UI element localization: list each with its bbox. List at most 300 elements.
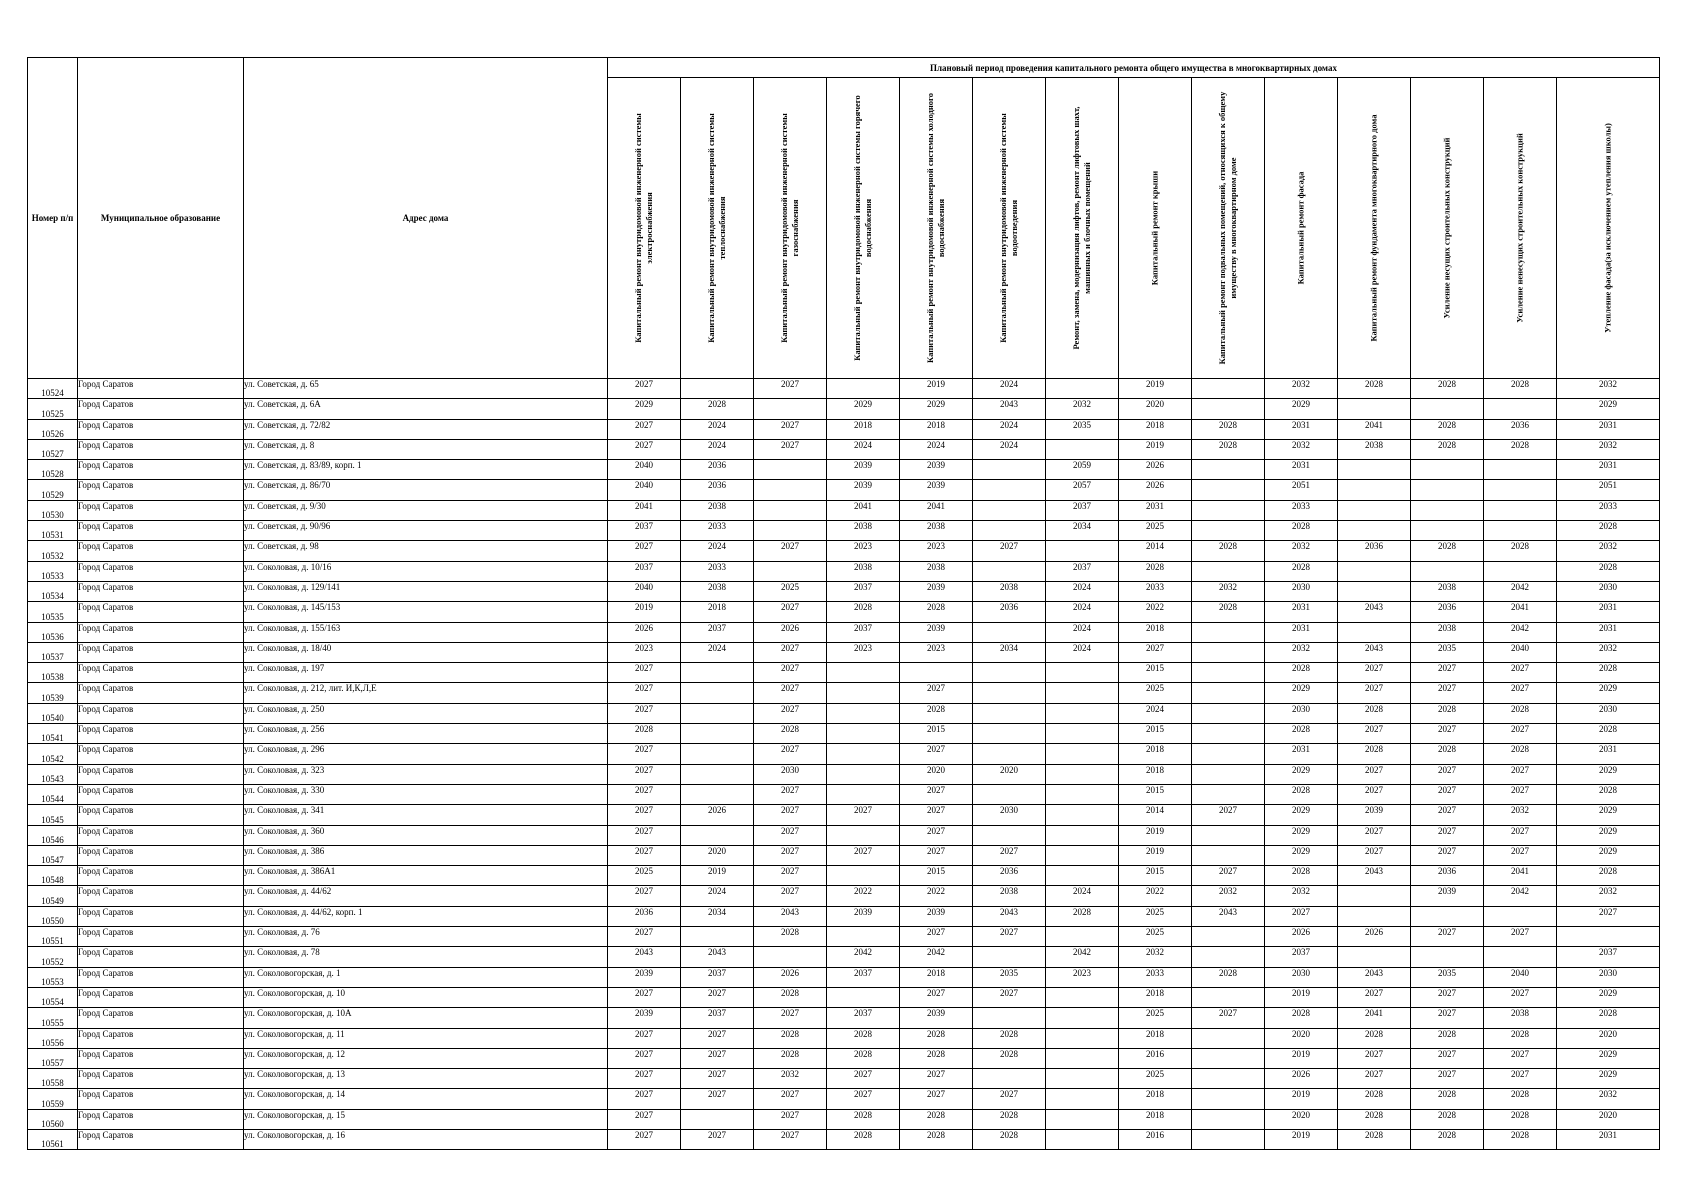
year-cell (1338, 561, 1411, 581)
year-cell: 2018 (1119, 622, 1192, 642)
header-address (244, 58, 608, 379)
year-cell (1192, 1089, 1265, 1109)
table-row (28, 987, 1660, 1007)
table-row (28, 866, 1660, 886)
year-cell: 2038 (1484, 1008, 1557, 1028)
address-cell: ул. Соколовая, д. 386 (244, 845, 608, 865)
year-cell: 2027 (754, 663, 827, 683)
year-cell: 2031 (1265, 744, 1338, 764)
year-cell: 2027 (608, 703, 681, 723)
year-cell: 2028 (1338, 1109, 1411, 1129)
year-cell: 2028 (1411, 1028, 1484, 1048)
year-cell: 2041 (1484, 866, 1557, 886)
year-cell: 2027 (1411, 724, 1484, 744)
year-cell: 2027 (608, 1028, 681, 1048)
municipality-cell: Город Саратов (78, 906, 244, 926)
year-cell: 2029 (1557, 1069, 1660, 1089)
year-cell: 2028 (1265, 724, 1338, 744)
year-cell: 2029 (1265, 845, 1338, 865)
year-cell: 2034 (1046, 521, 1119, 541)
year-cell (1046, 1089, 1119, 1109)
year-cell (827, 784, 900, 804)
year-cell: 2042 (1484, 622, 1557, 642)
year-cell: 2018 (1119, 1109, 1192, 1129)
year-cell: 2029 (1265, 825, 1338, 845)
year-cell: 2028 (900, 1028, 973, 1048)
year-cell: 2035 (1411, 967, 1484, 987)
year-cell: 2032 (1192, 886, 1265, 906)
year-cell: 2040 (1484, 642, 1557, 662)
year-cell: 2018 (1119, 764, 1192, 784)
year-cell: 2037 (827, 622, 900, 642)
year-cell (754, 480, 827, 500)
year-cell: 2028 (1411, 439, 1484, 459)
year-cell (1484, 906, 1557, 926)
row-number-cell: 10532 (28, 541, 78, 561)
year-cell: 2027 (754, 784, 827, 804)
year-cell: 2036 (681, 460, 754, 480)
year-cell: 2032 (754, 1069, 827, 1089)
header-period-group-text: Плановый период проведения капитального ремонта общего имущества в многоквартирных домах (930, 62, 1337, 73)
year-cell: 2028 (1192, 419, 1265, 439)
year-cell: 2029 (1557, 764, 1660, 784)
year-cell: 2016 (1119, 1048, 1192, 1068)
municipality-cell: Город Саратов (78, 561, 244, 581)
table-row (28, 845, 1660, 865)
year-cell (1338, 906, 1411, 926)
year-cell: 2033 (681, 521, 754, 541)
year-cell: 2019 (1265, 1048, 1338, 1068)
year-cell: 2028 (1338, 1028, 1411, 1048)
row-number-cell: 10560 (28, 1109, 78, 1129)
year-cell: 2038 (681, 581, 754, 601)
year-cell: 2033 (1557, 500, 1660, 520)
year-cell: 2038 (900, 521, 973, 541)
year-cell: 2043 (681, 947, 754, 967)
year-cell: 2041 (608, 500, 681, 520)
header-column-11 (1338, 78, 1411, 379)
year-cell: 2025 (608, 866, 681, 886)
year-cell: 2043 (973, 399, 1046, 419)
year-cell: 2025 (1119, 1008, 1192, 1028)
year-cell: 2027 (608, 419, 681, 439)
year-cell (1484, 947, 1557, 967)
municipality-cell: Город Саратов (78, 1109, 244, 1129)
year-cell: 2032 (1557, 1089, 1660, 1109)
table-row (28, 500, 1660, 520)
municipality-cell: Город Саратов (78, 724, 244, 744)
year-cell: 2031 (1265, 460, 1338, 480)
year-cell: 2027 (754, 825, 827, 845)
year-cell: 2023 (827, 642, 900, 662)
year-cell: 2027 (754, 1008, 827, 1028)
year-cell (1192, 724, 1265, 744)
year-cell: 2027 (608, 987, 681, 1007)
year-cell: 2043 (754, 906, 827, 926)
year-cell: 2018 (1119, 419, 1192, 439)
table-row (28, 1069, 1660, 1089)
capital-repair-table-page (27, 57, 1660, 1150)
table-row (28, 419, 1660, 439)
year-cell: 2035 (1411, 642, 1484, 662)
municipality-cell: Город Саратов (78, 1129, 244, 1149)
year-cell: 2028 (827, 1129, 900, 1149)
year-cell: 2027 (1338, 764, 1411, 784)
year-cell: 2027 (1411, 927, 1484, 947)
year-cell: 2019 (1119, 825, 1192, 845)
year-cell: 2024 (827, 439, 900, 459)
year-cell: 2028 (754, 987, 827, 1007)
address-cell: ул. Соколовая, д. 155/163 (244, 622, 608, 642)
year-cell (754, 947, 827, 967)
row-number-cell: 10537 (28, 642, 78, 662)
year-cell: 2031 (1119, 500, 1192, 520)
row-number-cell: 10559 (28, 1089, 78, 1109)
year-cell: 2038 (681, 500, 754, 520)
year-cell: 2029 (1557, 683, 1660, 703)
year-cell: 2037 (608, 561, 681, 581)
table-row (28, 602, 1660, 622)
year-cell: 2043 (1338, 602, 1411, 622)
municipality-cell: Город Саратов (78, 1008, 244, 1028)
year-cell: 2022 (1119, 602, 1192, 622)
year-cell (1338, 886, 1411, 906)
year-cell: 2042 (900, 947, 973, 967)
year-cell (1484, 561, 1557, 581)
table-row (28, 1028, 1660, 1048)
header-period-group (608, 58, 1660, 78)
address-cell: ул. Советская, д. 90/96 (244, 521, 608, 541)
year-cell: 2027 (1411, 1069, 1484, 1089)
row-number-cell: 10551 (28, 927, 78, 947)
year-cell: 2022 (900, 886, 973, 906)
address-cell: ул. Соколовогорская, д. 16 (244, 1129, 608, 1149)
address-cell: ул. Соколовая, д. 76 (244, 927, 608, 947)
year-cell: 2029 (1557, 825, 1660, 845)
row-number-cell: 10528 (28, 460, 78, 480)
year-cell: 2039 (608, 967, 681, 987)
year-cell: 2024 (681, 419, 754, 439)
municipality-cell: Город Саратов (78, 1069, 244, 1089)
year-cell (1192, 1028, 1265, 1048)
table-row (28, 622, 1660, 642)
year-cell: 2015 (1119, 784, 1192, 804)
year-cell: 2039 (900, 480, 973, 500)
year-cell: 2033 (681, 561, 754, 581)
header-column-label: Капитальный ремонт фундамента многоквартирного дома (1368, 114, 1379, 342)
year-cell (1484, 500, 1557, 520)
year-cell: 2037 (681, 967, 754, 987)
municipality-cell: Город Саратов (78, 379, 244, 399)
year-cell: 2034 (681, 906, 754, 926)
address-cell: ул. Соколовая, д. 323 (244, 764, 608, 784)
year-cell: 2027 (1411, 987, 1484, 1007)
year-cell: 2027 (681, 1069, 754, 1089)
header-address-text: Адрес дома (402, 213, 449, 223)
year-cell (1046, 663, 1119, 683)
year-cell: 2027 (1119, 642, 1192, 662)
year-cell: 2028 (1192, 439, 1265, 459)
year-cell: 2030 (1265, 581, 1338, 601)
address-cell: ул. Советская, д. 8 (244, 439, 608, 459)
header-column-label: Капитальный ремонт крыши (1149, 170, 1160, 286)
year-cell: 2028 (1557, 866, 1660, 886)
year-cell: 2028 (1411, 419, 1484, 439)
year-cell (973, 683, 1046, 703)
year-cell (1046, 1008, 1119, 1028)
year-cell: 2028 (1338, 744, 1411, 764)
year-cell: 2024 (1119, 703, 1192, 723)
year-cell: 2024 (973, 439, 1046, 459)
header-group-row (28, 58, 1660, 78)
year-cell (973, 1008, 1046, 1028)
year-cell: 2027 (1192, 805, 1265, 825)
year-cell: 2028 (1557, 663, 1660, 683)
year-cell: 2037 (1557, 947, 1660, 967)
year-cell: 2034 (973, 642, 1046, 662)
year-cell: 2024 (681, 642, 754, 662)
year-cell: 2037 (1046, 500, 1119, 520)
header-number-text: Номер п/п (31, 213, 74, 223)
year-cell: 2026 (1119, 480, 1192, 500)
table-row (28, 947, 1660, 967)
year-cell (1192, 561, 1265, 581)
year-cell: 2020 (973, 764, 1046, 784)
table-row (28, 724, 1660, 744)
year-cell (1411, 399, 1484, 419)
year-cell (827, 764, 900, 784)
address-cell: ул. Советская, д. 6А (244, 399, 608, 419)
year-cell: 2030 (1557, 967, 1660, 987)
year-cell: 2051 (1265, 480, 1338, 500)
year-cell: 2027 (973, 541, 1046, 561)
header-column-label: Капитальный ремонт внутридомовой инженерной системы водоотведения (998, 113, 1019, 343)
year-cell: 2027 (608, 1069, 681, 1089)
year-cell (1338, 622, 1411, 642)
header-column-label: Капитальный ремонт фасада (1295, 171, 1306, 285)
row-number-cell: 10553 (28, 967, 78, 987)
table-body (28, 379, 1660, 1150)
row-number-cell: 10547 (28, 845, 78, 865)
year-cell: 2043 (973, 906, 1046, 926)
year-cell (1046, 683, 1119, 703)
year-cell: 2027 (973, 1089, 1046, 1109)
year-cell: 2027 (754, 845, 827, 865)
year-cell: 2031 (1265, 419, 1338, 439)
year-cell: 2028 (1484, 1028, 1557, 1048)
year-cell (1192, 927, 1265, 947)
year-cell: 2038 (827, 521, 900, 541)
year-cell: 2039 (1411, 886, 1484, 906)
row-number-cell: 10549 (28, 886, 78, 906)
year-cell (973, 480, 1046, 500)
year-cell (1046, 784, 1119, 804)
year-cell: 2040 (608, 460, 681, 480)
address-cell: ул. Соколовогорская, д. 10А (244, 1008, 608, 1028)
year-cell: 2027 (1338, 845, 1411, 865)
year-cell: 2041 (1484, 602, 1557, 622)
table-row (28, 460, 1660, 480)
year-cell: 2029 (1265, 805, 1338, 825)
year-cell: 2027 (608, 541, 681, 561)
table-row (28, 642, 1660, 662)
table-row (28, 886, 1660, 906)
year-cell: 2027 (754, 419, 827, 439)
year-cell (681, 663, 754, 683)
year-cell (1484, 460, 1557, 480)
year-cell: 2020 (1557, 1109, 1660, 1129)
table-row (28, 906, 1660, 926)
year-cell: 2039 (827, 460, 900, 480)
year-cell (973, 561, 1046, 581)
year-cell: 2030 (973, 805, 1046, 825)
year-cell: 2032 (1265, 541, 1338, 561)
year-cell: 2028 (1484, 703, 1557, 723)
row-number-cell: 10538 (28, 663, 78, 683)
municipality-cell: Город Саратов (78, 460, 244, 480)
year-cell (973, 521, 1046, 541)
year-cell: 2028 (1411, 744, 1484, 764)
table-row (28, 1089, 1660, 1109)
year-cell: 2019 (1265, 1089, 1338, 1109)
table-row (28, 541, 1660, 561)
year-cell: 2032 (1192, 581, 1265, 601)
municipality-cell: Город Саратов (78, 764, 244, 784)
year-cell: 2026 (1265, 927, 1338, 947)
year-cell (1046, 927, 1119, 947)
year-cell: 2027 (754, 602, 827, 622)
year-cell: 2038 (1411, 581, 1484, 601)
row-number-cell: 10556 (28, 1028, 78, 1048)
year-cell (1046, 1069, 1119, 1089)
table-row (28, 703, 1660, 723)
year-cell (1338, 500, 1411, 520)
year-cell (1192, 845, 1265, 865)
year-cell: 2041 (827, 500, 900, 520)
year-cell (973, 622, 1046, 642)
year-cell: 2028 (1411, 1109, 1484, 1129)
year-cell: 2027 (973, 845, 1046, 865)
year-cell: 2027 (754, 866, 827, 886)
year-cell: 2027 (1484, 1048, 1557, 1068)
year-cell: 2027 (1557, 906, 1660, 926)
year-cell: 2036 (973, 602, 1046, 622)
year-cell: 2027 (1411, 845, 1484, 865)
year-cell: 2037 (681, 1008, 754, 1028)
year-cell: 2029 (1265, 683, 1338, 703)
row-number-cell: 10529 (28, 480, 78, 500)
year-cell: 2039 (827, 906, 900, 926)
year-cell: 2027 (1192, 1008, 1265, 1028)
year-cell: 2036 (973, 866, 1046, 886)
year-cell (754, 500, 827, 520)
header-column-13 (1484, 78, 1557, 379)
year-cell: 2027 (754, 703, 827, 723)
row-number-cell: 10534 (28, 581, 78, 601)
year-cell: 2033 (1119, 581, 1192, 601)
address-cell: ул. Соколовая, д. 44/62 (244, 886, 608, 906)
year-cell: 2028 (1484, 379, 1557, 399)
year-cell: 2027 (754, 1129, 827, 1149)
address-cell: ул. Соколовая, д. 78 (244, 947, 608, 967)
table-row (28, 1048, 1660, 1068)
address-cell: ул. Советская, д. 9/30 (244, 500, 608, 520)
year-cell (1046, 764, 1119, 784)
year-cell: 2037 (681, 622, 754, 642)
year-cell: 2018 (827, 419, 900, 439)
year-cell: 2014 (1119, 541, 1192, 561)
row-number-cell: 10539 (28, 683, 78, 703)
year-cell: 2026 (1265, 1069, 1338, 1089)
year-cell: 2019 (1265, 987, 1338, 1007)
year-cell: 2027 (681, 1028, 754, 1048)
year-cell: 2027 (827, 1069, 900, 1089)
year-cell (827, 703, 900, 723)
year-cell: 2027 (1411, 825, 1484, 845)
year-cell: 2027 (900, 683, 973, 703)
year-cell: 2027 (1411, 805, 1484, 825)
year-cell (973, 744, 1046, 764)
year-cell: 2038 (827, 561, 900, 581)
municipality-cell: Город Саратов (78, 947, 244, 967)
year-cell: 2028 (900, 703, 973, 723)
year-cell: 2027 (1411, 663, 1484, 683)
year-cell (681, 703, 754, 723)
year-cell: 2027 (681, 1089, 754, 1109)
year-cell: 2027 (608, 379, 681, 399)
year-cell: 2057 (1046, 480, 1119, 500)
year-cell: 2028 (1265, 866, 1338, 886)
year-cell: 2051 (1557, 480, 1660, 500)
year-cell (1192, 642, 1265, 662)
year-cell: 2040 (608, 480, 681, 500)
row-number-cell: 10536 (28, 622, 78, 642)
address-cell: ул. Соколовая, д. 360 (244, 825, 608, 845)
header-column-2 (681, 78, 754, 379)
year-cell: 2024 (1046, 602, 1119, 622)
year-cell: 2027 (900, 987, 973, 1007)
year-cell: 2028 (827, 1109, 900, 1129)
row-number-cell: 10561 (28, 1129, 78, 1149)
year-cell (681, 764, 754, 784)
address-cell: ул. Соколовогорская, д. 13 (244, 1069, 608, 1089)
year-cell: 2028 (1192, 967, 1265, 987)
year-cell (1192, 1109, 1265, 1129)
year-cell: 2027 (1338, 987, 1411, 1007)
year-cell (1192, 947, 1265, 967)
address-cell: ул. Соколовая, д. 129/141 (244, 581, 608, 601)
year-cell: 2026 (754, 967, 827, 987)
year-cell: 2032 (1046, 399, 1119, 419)
municipality-cell: Город Саратов (78, 683, 244, 703)
year-cell: 2028 (1557, 1008, 1660, 1028)
municipality-cell: Город Саратов (78, 886, 244, 906)
year-cell (1192, 379, 1265, 399)
year-cell: 2028 (1484, 541, 1557, 561)
year-cell: 2036 (681, 480, 754, 500)
row-number-cell: 10524 (28, 379, 78, 399)
year-cell: 2024 (1046, 581, 1119, 601)
municipality-cell: Город Саратов (78, 703, 244, 723)
table-row (28, 439, 1660, 459)
year-cell (827, 724, 900, 744)
year-cell: 2027 (1411, 784, 1484, 804)
address-cell: ул. Соколовая, д. 256 (244, 724, 608, 744)
year-cell: 2028 (1338, 379, 1411, 399)
header-column-label: Капитальный ремонт внутридомовой инженерной системы теплоснабжения (706, 113, 727, 343)
year-cell: 2020 (1557, 1028, 1660, 1048)
year-cell (1046, 805, 1119, 825)
